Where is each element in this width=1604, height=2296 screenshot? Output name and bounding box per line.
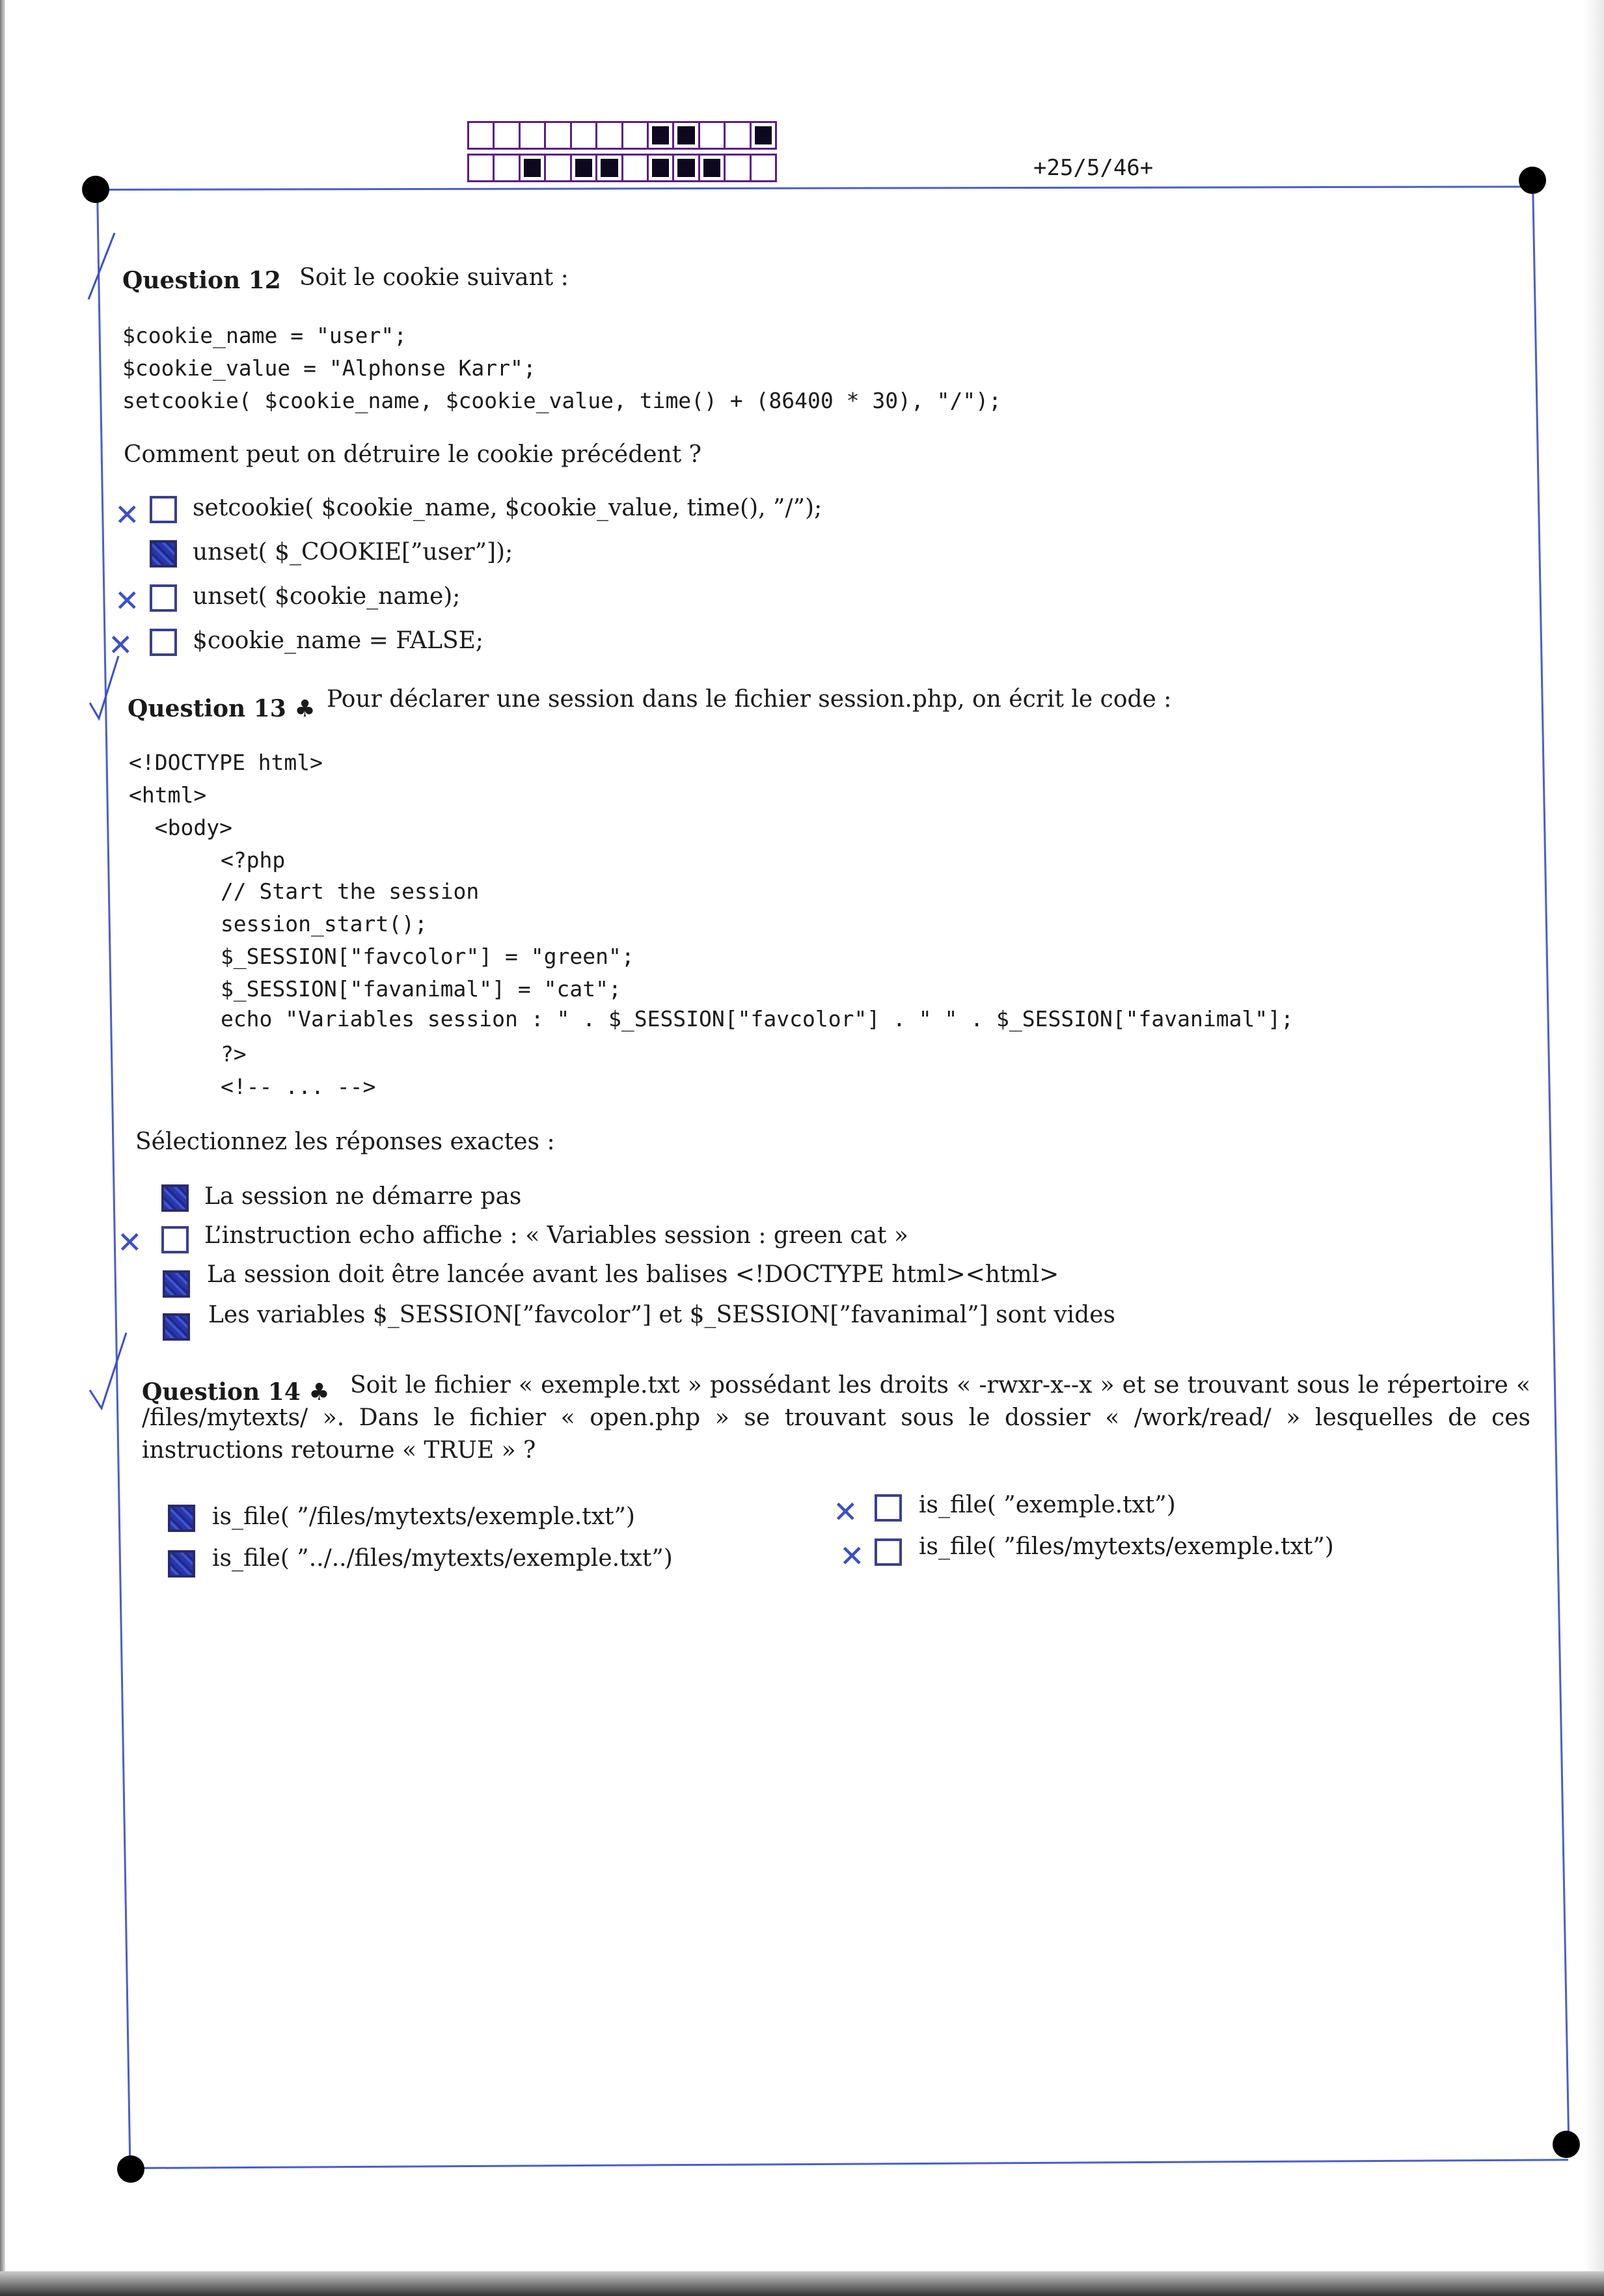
registration-mark bbox=[82, 176, 109, 203]
code-line: $_SESSION["favcolor"] = "green"; bbox=[117, 944, 634, 969]
answer-checkbox[interactable] bbox=[875, 1538, 902, 1566]
answer-checkbox-checked[interactable] bbox=[168, 1550, 195, 1578]
scan-edge-left bbox=[0, 0, 5, 2296]
code-line: <!-- ... --> bbox=[117, 1074, 376, 1099]
answer-option: unset( $_COOKIE[”user”]); bbox=[193, 539, 513, 566]
grade-mark bbox=[82, 228, 121, 306]
frame-bottom bbox=[130, 2159, 1568, 2169]
scan-edge-right bbox=[1584, 0, 1604, 2296]
answer-checkbox[interactable] bbox=[150, 629, 177, 656]
code-line: <body> bbox=[129, 815, 232, 840]
scan-edge-bottom bbox=[0, 2271, 1604, 2296]
answer-checkbox-checked[interactable] bbox=[163, 1313, 190, 1341]
answer-option: La session doit être lancée avant les balises <!DOCTYPE html><html> bbox=[207, 1261, 1059, 1288]
question-13-question: Sélectionnez les réponses exactes : bbox=[135, 1128, 555, 1155]
club-icon: ♣ bbox=[294, 696, 316, 722]
answer-option: L’instruction echo affiche : « Variables session : green cat » bbox=[204, 1222, 908, 1249]
registration-mark bbox=[1553, 2131, 1580, 2158]
frame-top bbox=[96, 185, 1533, 191]
barcode-bottom bbox=[467, 154, 777, 182]
cross-mark-icon: ✕ bbox=[108, 627, 133, 663]
question-14-prompt: Soit le fichier « exemple.txt » possédant les droits « -rwxr-x--x » et se trouvant sous le répertoire « /files/mytexts/ ». Dans le fichier « open.php » se trouvant sous le dossier « /work/read/ » lesquelles de ces instructions retourne « TRUE » ? bbox=[142, 1372, 1530, 1464]
answer-checkbox-checked[interactable] bbox=[168, 1505, 195, 1532]
answer-checkbox-checked[interactable] bbox=[163, 1270, 190, 1298]
answer-option: is_file( ”exemple.txt”) bbox=[919, 1492, 1176, 1518]
answer-checkbox-checked[interactable] bbox=[161, 1184, 189, 1212]
code-line: $_SESSION["favanimal"] = "cat"; bbox=[117, 976, 621, 1002]
club-icon: ♣ bbox=[308, 1379, 330, 1406]
answer-option: is_file( ”../../files/mytexts/exemple.txt”) bbox=[212, 1545, 673, 1572]
registration-mark bbox=[1519, 167, 1546, 194]
question-12-label: Question 12 bbox=[122, 267, 281, 294]
code-line: $cookie_value = "Alphonse Karr"; bbox=[122, 355, 536, 381]
question-14-label: Question 14 ♣ bbox=[142, 1378, 330, 1406]
code-line: // Start the session bbox=[117, 879, 480, 904]
answer-option: is_file( ”files/mytexts/exemple.txt”) bbox=[919, 1533, 1334, 1560]
answer-checkbox[interactable] bbox=[150, 496, 177, 523]
code-line: echo "Variables session : " . $_SESSION["favcolor"] . " " . $_SESSION["favanimal"]; bbox=[117, 1006, 1294, 1032]
answer-option: Les variables $_SESSION[”favcolor”] et $_SESSION[”favanimal”] sont vides bbox=[208, 1302, 1116, 1328]
answer-checkbox-checked[interactable] bbox=[150, 540, 177, 567]
answer-option: setcookie( $cookie_name, $cookie_value, time(), ”/”); bbox=[193, 495, 822, 521]
cross-mark-icon: ✕ bbox=[115, 583, 140, 618]
answer-checkbox[interactable] bbox=[161, 1226, 189, 1253]
question-13-prompt: Pour déclarer une session dans le fichier session.php, on écrit le code : bbox=[327, 686, 1172, 713]
code-line: setcookie( $cookie_name, $cookie_value, time() + (86400 * 30), "/"); bbox=[122, 388, 1002, 413]
registration-mark bbox=[117, 2155, 144, 2183]
cross-mark-icon: ✕ bbox=[839, 1538, 865, 1574]
answer-option: La session ne démarre pas bbox=[204, 1183, 522, 1210]
frame-right bbox=[1532, 180, 1570, 2142]
code-line: ?> bbox=[117, 1041, 247, 1067]
barcode-top bbox=[467, 121, 777, 150]
answer-option: is_file( ”/files/mytexts/exemple.txt”) bbox=[212, 1503, 635, 1530]
cross-mark-icon: ✕ bbox=[115, 497, 140, 532]
check-mark-icon bbox=[85, 1328, 137, 1412]
code-line: $cookie_name = "user"; bbox=[122, 323, 407, 348]
question-12-question: Comment peut on détruire le cookie précédent ? bbox=[124, 441, 701, 468]
question-12-prompt: Soit le cookie suivant : bbox=[299, 264, 569, 291]
question-13-label: Question 13 ♣ bbox=[128, 695, 316, 722]
frame-left bbox=[96, 189, 131, 2170]
answer-option: $cookie_name = FALSE; bbox=[193, 627, 484, 654]
answer-option: unset( $cookie_name); bbox=[193, 583, 461, 610]
cross-mark-icon: ✕ bbox=[117, 1225, 143, 1260]
code-line: <html> bbox=[129, 782, 207, 808]
code-line: <!DOCTYPE html> bbox=[129, 750, 323, 775]
answer-checkbox[interactable] bbox=[875, 1494, 902, 1522]
cross-mark-icon: ✕ bbox=[833, 1494, 858, 1529]
code-line: <?php bbox=[117, 847, 286, 873]
code-line: session_start(); bbox=[117, 911, 428, 936]
answer-checkbox[interactable] bbox=[150, 584, 177, 612]
sheet-id: +25/5/46+ bbox=[1033, 155, 1154, 181]
